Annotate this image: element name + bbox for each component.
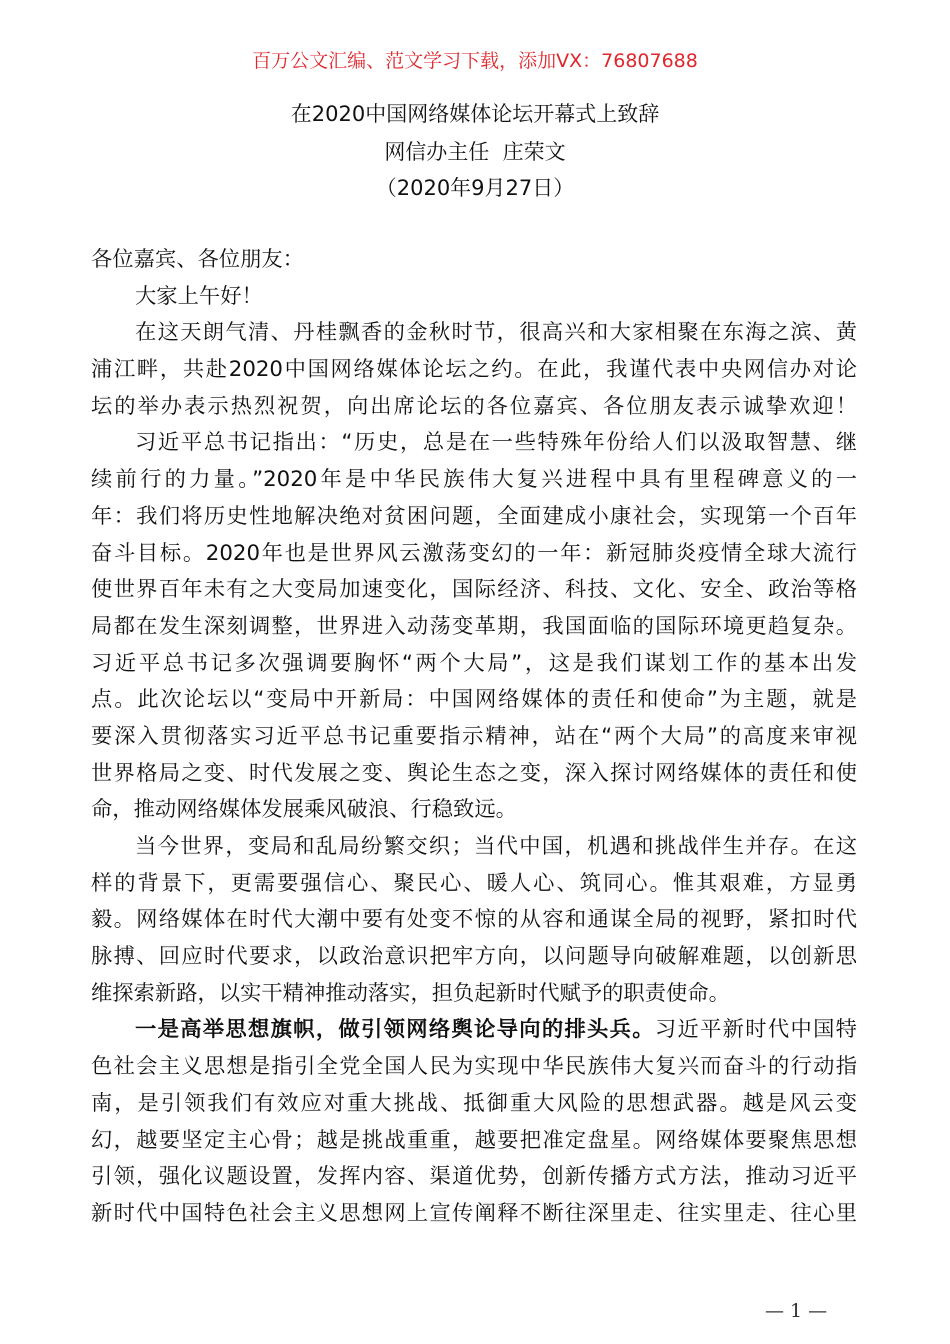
line-text: 习近平总书记指出：“历史，总是在一些特殊年份给人们以汲取智慧、继: [135, 430, 857, 456]
line-text: 世界格局之变、时代发展之变、舆论生态之变，深入探讨网络媒体的责任和使: [91, 760, 857, 786]
line-text: 引领，强化议题设置，发挥内容、渠道优势，创新传播方式方法，推动习近平: [91, 1164, 857, 1190]
text-line: [91, 352, 857, 389]
line-text: 坛的举办表示热烈祝贺，向出席论坛的各位嘉宾、各位朋友表示诚挚欢迎！: [91, 393, 857, 419]
text-line: [91, 829, 857, 866]
text-line: [91, 242, 857, 279]
line-text: 各位嘉宾、各位朋友：: [91, 247, 304, 272]
text-line: [91, 462, 857, 499]
text-line: [91, 572, 857, 609]
text-line: [91, 792, 857, 829]
line-text: 年：我们将历史性地解决绝对贫困问题，全面建成小康社会，实现第一个百年: [91, 503, 857, 529]
line-text: 浦江畔，共赴2020中国网络媒体论坛之约。在此，我谨代表中央网信办对论: [91, 357, 857, 383]
line-text: 脉搏、回应时代要求，以政治意识把牢方向，以问题导向破解难题，以创新思: [91, 944, 857, 970]
text-line: [91, 976, 857, 1013]
document-body: [91, 242, 857, 1233]
line-text: 色社会主义思想是指引全党全国人民为实现中华民族伟大复兴而奋斗的行动指: [91, 1054, 857, 1080]
text-line: [91, 939, 857, 976]
line-text: 命，推动网络媒体发展乘风破浪、行稳致远。: [91, 797, 517, 823]
line-text: 续前行的力量。”2020年是中华民族伟大复兴进程中具有里程碑意义的一: [91, 467, 857, 493]
text-line: [91, 756, 857, 793]
line-text: 当今世界，变局和乱局纷繁交织；当代中国，机遇和挑战伴生并存。在这: [135, 834, 857, 859]
text-line: [91, 279, 857, 316]
line-text: 幻，越要坚定主心骨；越是挑战重重，越要把准定盘星。网络媒体要聚焦思想: [91, 1127, 857, 1153]
document-date: （2020年9月27日）: [375, 176, 575, 200]
text-line: [91, 499, 857, 536]
text-line: [91, 389, 857, 426]
line-text: 在这天朗气清、丹桂飘香的金秋时节，很高兴和大家相聚在东海之滨、黄: [135, 320, 857, 346]
line-text: 使世界百年未有之大变局加速变化，国际经济、科技、文化、安全、政治等格: [91, 577, 857, 603]
text-line: [91, 1123, 857, 1160]
text-line: [91, 1086, 857, 1123]
text-line: [91, 536, 857, 573]
text-line: [91, 315, 857, 352]
text-line: [91, 902, 857, 939]
text-line: [91, 1012, 857, 1049]
text-line: [91, 425, 857, 462]
line-text: 新时代中国特色社会主义思想网上宣传阐释不断往深里走、往实里走、往心里: [91, 1200, 857, 1226]
text-line: [91, 1196, 857, 1233]
line-text: 奋斗目标。2020年也是世界风云激荡变幻的一年：新冠肺炎疫情全球大流行: [91, 540, 857, 566]
text-line: [91, 1049, 857, 1086]
document-author: 网信办主任 庄荣文: [384, 140, 566, 164]
line-text: 南，是引领我们有效应对重大挑战、抵御重大风险的思想武器。越是风云变: [91, 1090, 857, 1116]
line-text: 点。此次论坛以“变局中开新局：中国网络媒体的责任和使命”为主题，就是: [91, 687, 857, 713]
line-text: 要深入贯彻落实习近平总书记重要指示精神，站在“两个大局”的高度来审视: [91, 723, 857, 749]
line-text: 样的背景下，更需要强信心、聚民心、暖人心、筑同心。惟其艰难，方显勇: [91, 870, 857, 896]
text-line: [91, 719, 857, 756]
line-text: 毅。网络媒体在时代大潮中要有处变不惊的从容和通谋全局的视野，紧扣时代: [91, 907, 857, 933]
line-text: 习近平新时代中国特: [654, 1017, 857, 1043]
line-text: 习近平总书记多次强调要胸怀“两个大局”，这是我们谋划工作的基本出发: [91, 650, 857, 676]
document-title: 在2020中国网络媒体论坛开幕式上致辞: [290, 102, 660, 126]
line-text: 维探索新路，以实干精神推动落实，担负起新时代赋予的职责使命。: [91, 980, 730, 1006]
line-text: 大家上午好！: [135, 283, 263, 309]
page-number: — 1 —: [765, 1300, 828, 1322]
text-line: [91, 1159, 857, 1196]
text-line: [91, 609, 857, 646]
bold-heading: 一是高举思想旗帜，做引领网络舆论导向的排头兵。: [135, 1017, 655, 1043]
line-text: 局都在发生深刻调整，世界进入动荡变革期，我国面临的国际环境更趋复杂。: [91, 613, 857, 639]
watermark-header: 百万公文汇编、范文学习下载，添加VX：76807688: [252, 50, 698, 72]
text-line: [91, 646, 857, 683]
text-line: [91, 866, 857, 903]
text-line: [91, 682, 857, 719]
